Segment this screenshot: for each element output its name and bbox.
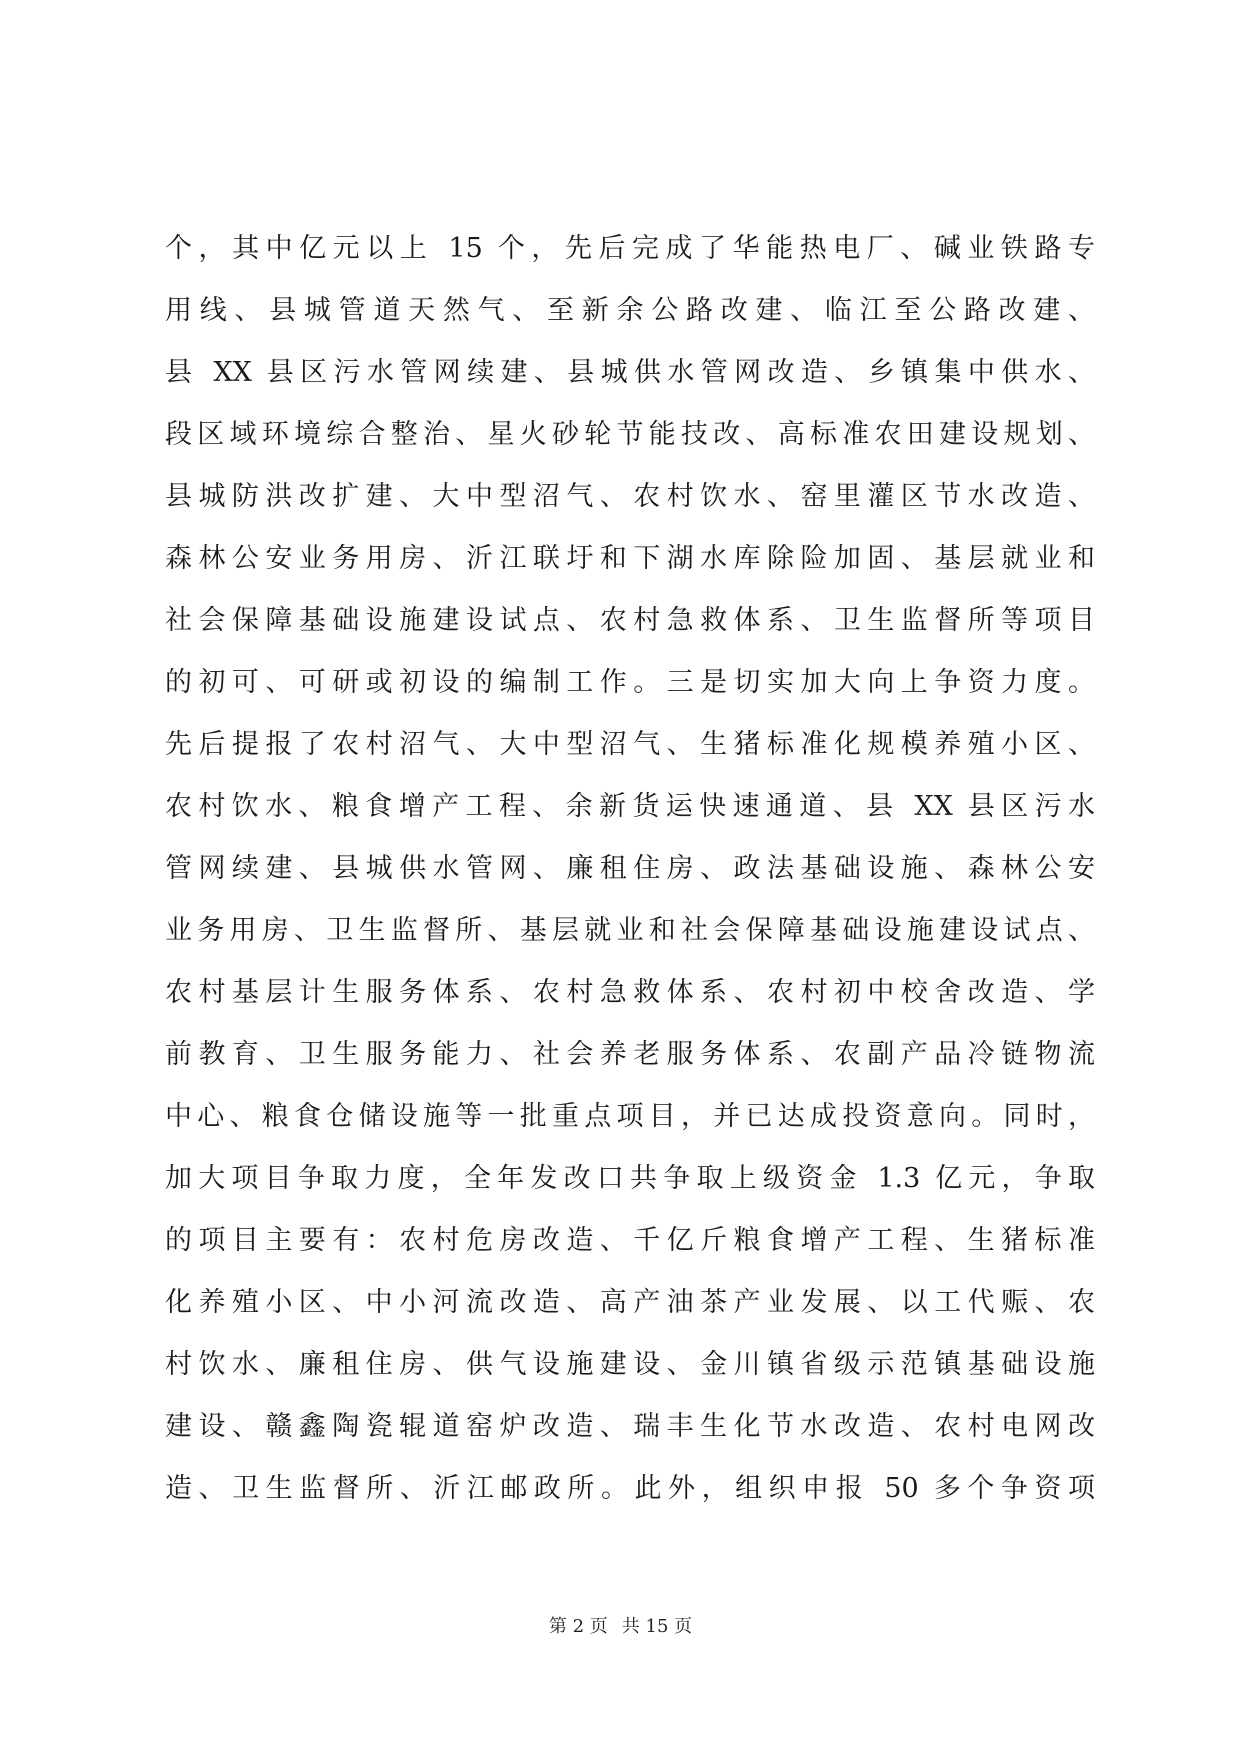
text-line: 化养殖小区、中小河流改造、高产油茶产业发展、以工代赈、农 (165, 1287, 1095, 1318)
text-line: 用线、县城管道天然气、至新余公路改建、临江至公路改建、 (165, 295, 1095, 326)
text-line: 建设、赣鑫陶瓷辊道窑炉改造、瑞丰生化节水改造、农村电网改 (165, 1411, 1095, 1442)
text-line: 先后提报了农村沼气、大中型沼气、生猪标准化规模养殖小区、 (165, 729, 1095, 760)
text-line: 村饮水、廉租住房、供气设施建设、金川镇省级示范镇基础设施 (165, 1349, 1095, 1380)
text-line: 业务用房、卫生监督所、基层就业和社会保障基础设施建设试点、 (165, 915, 1095, 946)
text-line: 前教育、卫生服务能力、社会养老服务体系、农副产品冷链物流 (165, 1039, 1095, 1070)
body-paragraph (165, 232, 1095, 1534)
text-line: 中心、粮食仓储设施等一批重点项目，并已达成投资意向。同时， (165, 1101, 1095, 1132)
text-line: 的项目主要有：农村危房改造、千亿斤粮食增产工程、生猪标准 (165, 1225, 1095, 1256)
text-line: 加大项目争取力度，全年发改口共争取上级资金 1.3 亿元，争取 (165, 1163, 1095, 1194)
text-line: 的初可、可研或初设的编制工作。三是切实加大向上争资力度。 (165, 667, 1095, 698)
text-line: 管网续建、县城供水管网、廉租住房、政法基础设施、森林公安 (165, 853, 1095, 884)
page-total: 共 15 页 (621, 1616, 693, 1637)
text-line: 社会保障基础设施建设试点、农村急救体系、卫生监督所等项目 (165, 605, 1095, 636)
text-line: 农村基层计生服务体系、农村急救体系、农村初中校舍改造、学 (165, 977, 1095, 1008)
text-line: 个，其中亿元以上 15 个，先后完成了华能热电厂、碱业铁路专 (165, 233, 1095, 264)
text-line: 县 XX 县区污水管网续建、县城供水管网改造、乡镇集中供水、 (165, 357, 1095, 388)
text-line: 农村饮水、粮食增产工程、余新货运快速通道、县 XX 县区污水 (165, 791, 1095, 822)
text-line: 造、卫生监督所、沂江邮政所。此外，组织申报 50 多个争资项 (165, 1473, 1095, 1504)
page-number: 第 2 页 (548, 1616, 608, 1637)
page-footer (0, 1612, 1241, 1638)
text-line: 县城防洪改扩建、大中型沼气、农村饮水、窑里灌区节水改造、 (165, 481, 1095, 512)
text-line: 段区域环境综合整治、星火砂轮节能技改、高标准农田建设规划、 (165, 419, 1095, 450)
text-line: 森林公安业务用房、沂江联圩和下湖水库除险加固、基层就业和 (165, 543, 1095, 574)
